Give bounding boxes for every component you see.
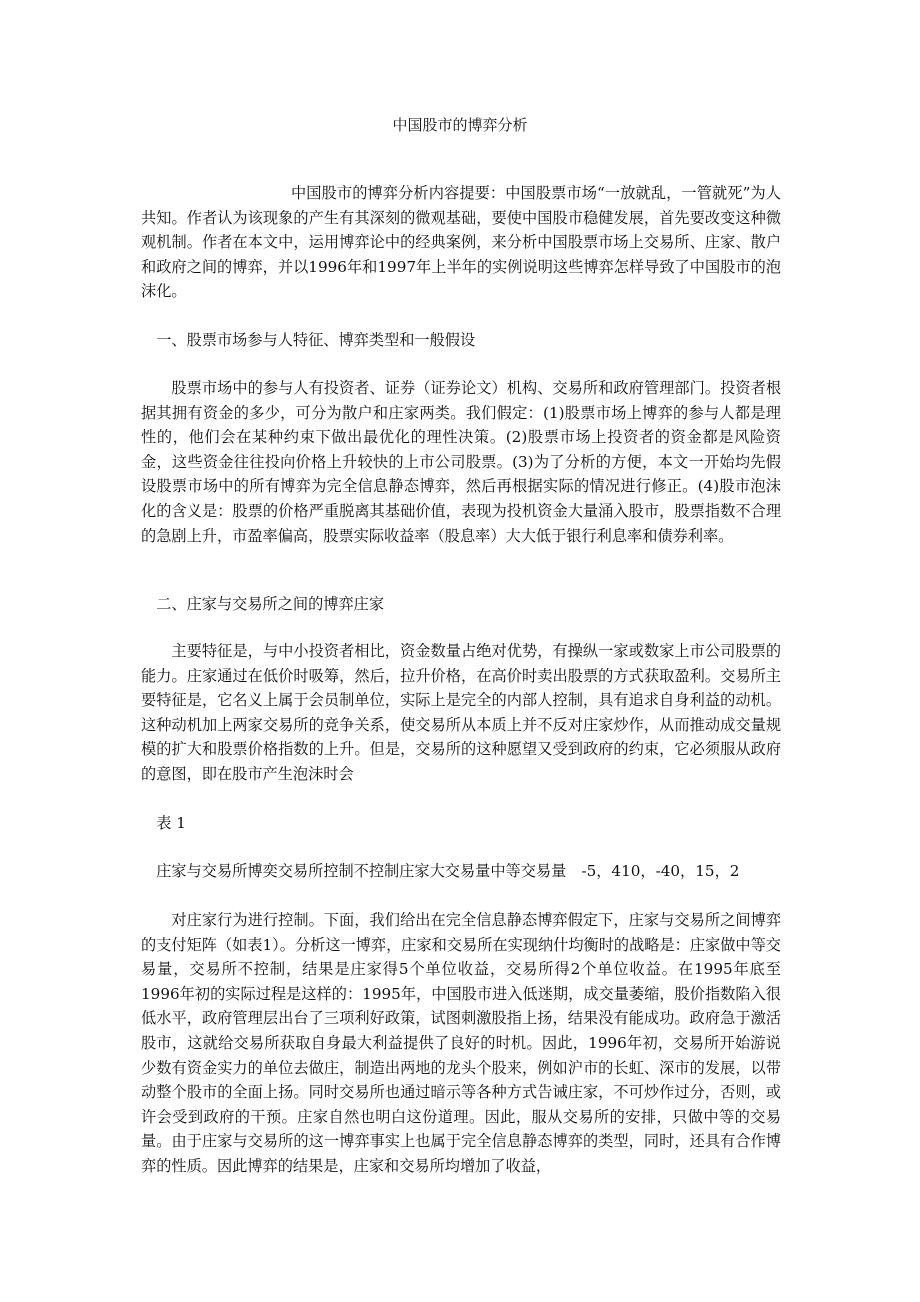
table-1-label: 表 1 bbox=[156, 814, 186, 832]
abstract-text: 中国股市的博弈分析内容提要：中国股票市场“一放就乱，一管就死”为人共知。作者认为该现象的产生有其深刻的微观基础，要使中国股市稳健发展，首先要改变这种微观机制。作者在本文中，运用博弈论中的经典案例，来分析中国股票市场上交易所、庄家、散户和政府之间的博弈，并以1996年和1997年上半年的实例说明这些博弈怎样导致了中国股市的泡沫化。 bbox=[141, 184, 781, 301]
paragraph-3-text: 对庄家行为进行控制。下面，我们给出在完全信息静态博弈假定下，庄家与交易所之间博弈的支付矩阵（如表1）。分析这一博弈，庄家和交易所在实现纳什均衡时的战略是：庄家做中等交易量，交易所不控制，结果是庄家得5个单位收益，交易所得2个单位收益。在1995年底至1996年初的实际过程是这样的：1995年，中国股市进入低迷期，成交量萎缩，股价指数陷入很低水平，政府管理层出台了三项利好政策，试图刺激股指上扬，结果没有能成功。政府急于激活股市，这就给交易所获取自身最大利益提供了良好的时机。因此，1996年初，交易所开始游说少数有资金实力的单位去做庄，制造出两地的龙头个股来，例如沪市的长虹、深市的发展，以带动整个股市的全面上扬。同时交易所也通过暗示等各种方式告诫庄家，不可炒作过分，否则，或许会受到政府的干预。庄家自然也明白这份道理。因此，服从交易所的安排，只做中等的交易量。由于庄家与交易所的这一博弈事实上也属于完全信息静态博弈的类型，同时，还具有合作博弈的性质。因此博弈的结果是，庄家和交易所均增加了收益， bbox=[141, 911, 781, 1175]
section-1-heading: 一、股票市场参与人特征、博弈类型和一般假设 bbox=[156, 331, 476, 349]
section-2-paragraph: 主要特征是，与中小投资者相比，资金数量占绝对优势，有操纵一家或数家上市公司股票的能力。庄家通过在低价时吸筹，然后，拉升价格，在高价时卖出股票的方式获取盈利。交易所主要特征是，它名义上属于会员制单位，实际上是完全的内部人控制，具有追求自身利益的动机。这种动机加上两家交易所的竞争关系，使交易所从本质上并不反对庄家炒作，从而推动成交量规模的扩大和股票价格指数的上升。但是，交易所的这种愿望又受到政府的约束，它必须服从政府的意图，即在股市产生泡沫时会 bbox=[141, 642, 781, 783]
table-1-row: 庄家与交易所博奕交易所控制不控制庄家大交易量中等交易量 -5，410，-40，15，2 bbox=[156, 862, 740, 880]
paragraph-3 bbox=[141, 908, 781, 1179]
section-2-heading: 二、庄家与交易所之间的博弈庄家 bbox=[156, 595, 384, 613]
section-1-paragraph: 股票市场中的参与人有投资者、证券（证券论文）机构、交易所和政府管理部门。投资者根据其拥有资金的多少，可分为散户和庄家两类。我们假定：(1)股票市场上博弈的参与人都是理性的，他们会在某种约束下做出最优化的理性决策。(2)股票市场上投资者的资金都是风险资金，这些资金往往投向价格上升较快的上市公司股票。(3)为了分析的方便，本文一开始均先假设股票市场中的所有博弈为完全信息静态博弈，然后再根据实际的情况进行修正。(4)股市泡沫化的含义是：股票的价格严重脱离其基础价值，表现为投机资金大量涌入股市，股票指数不合理的急剧上升，市盈率偏高，股票实际收益率（股息率）大大低于银行利息率和债券利率。 bbox=[141, 379, 781, 545]
section-2-body bbox=[141, 639, 781, 787]
document-title: 中国股市的博弈分析 bbox=[392, 116, 528, 134]
section-1-body bbox=[141, 376, 781, 548]
abstract-paragraph bbox=[141, 181, 781, 304]
